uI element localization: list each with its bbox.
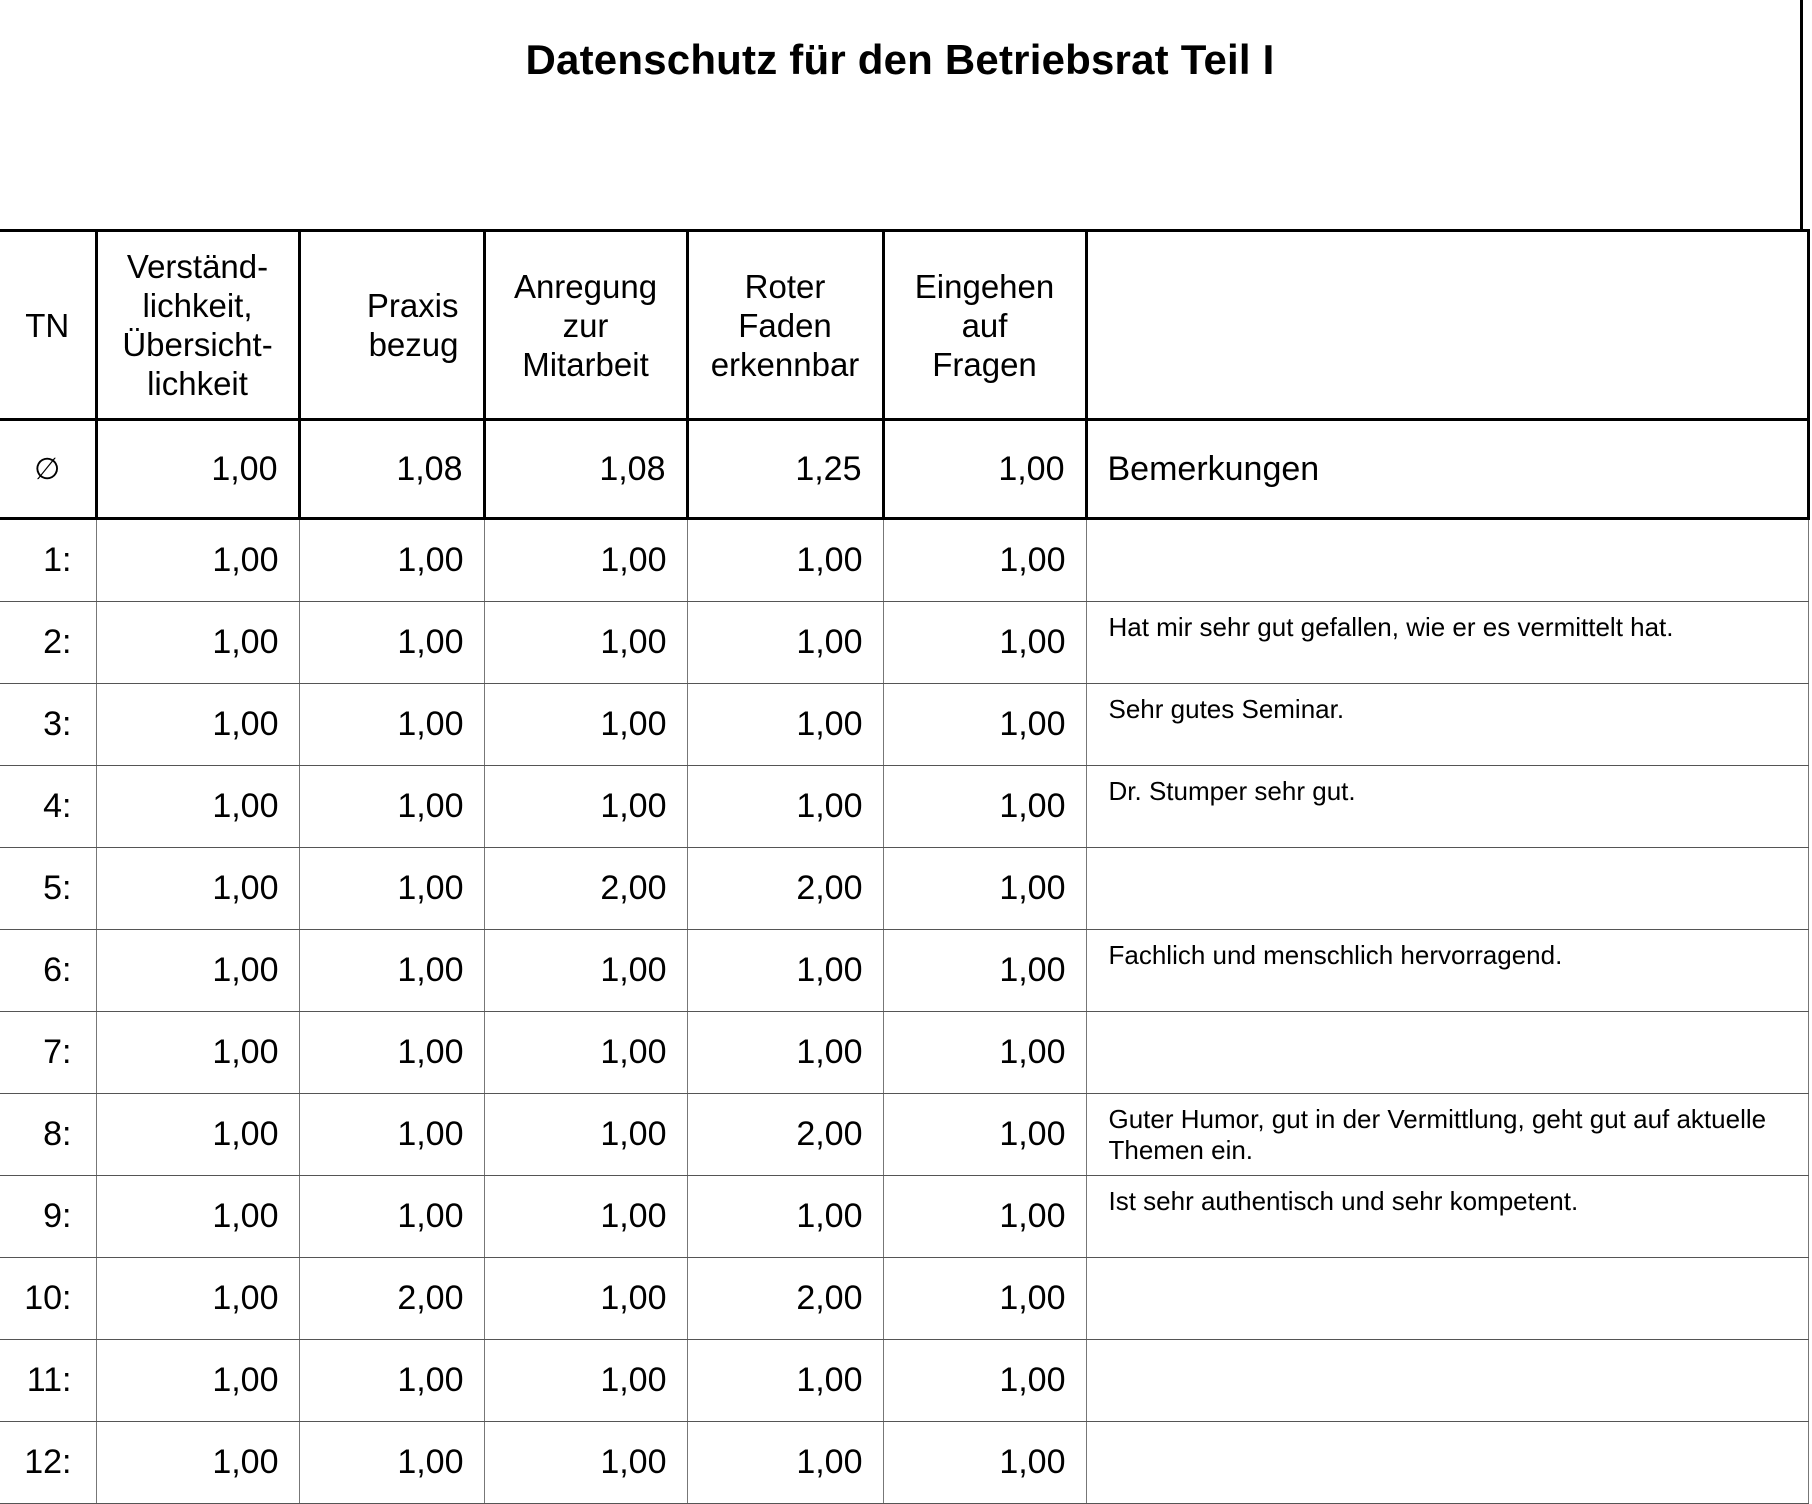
header-roter-faden: Roter Faden erkennbar: [687, 231, 883, 420]
remark-cell: Dr. Stumper sehr gut.: [1086, 766, 1808, 848]
table-row: [0, 1258, 1808, 1340]
average-value: 1,08: [299, 420, 484, 519]
rating-cell: 1,00: [883, 930, 1086, 1012]
remark-cell: [1086, 1258, 1808, 1340]
remark-cell: [1086, 1012, 1808, 1094]
rating-cell: 1,00: [883, 1012, 1086, 1094]
remarks-label: Bemerkungen: [1086, 420, 1808, 519]
rating-cell: 1,00: [299, 1094, 484, 1176]
rating-cell: 1,00: [299, 519, 484, 602]
table-row: [0, 684, 1808, 766]
remark-cell: [1086, 848, 1808, 930]
rating-cell: 1,00: [687, 1422, 883, 1504]
remark-cell: Sehr gutes Seminar.: [1086, 684, 1808, 766]
rating-cell: 1,00: [299, 1422, 484, 1504]
rating-cell: 1,00: [299, 848, 484, 930]
table-row: [0, 1094, 1808, 1176]
remark-cell: Hat mir sehr gut gefallen, wie er es vermittelt hat.: [1086, 602, 1808, 684]
evaluation-table: [0, 229, 1810, 1504]
rating-cell: 1,00: [96, 1422, 299, 1504]
rating-cell: 1,00: [96, 684, 299, 766]
rating-cell: 1,00: [883, 519, 1086, 602]
remark-cell: [1086, 519, 1808, 602]
rating-cell: 1,00: [484, 1422, 687, 1504]
average-value: 1,00: [96, 420, 299, 519]
remark-cell: Guter Humor, gut in der Vermittlung, geht gut auf aktuelle Themen ein.: [1086, 1094, 1808, 1176]
remark-cell: Ist sehr authentisch und sehr kompetent.: [1086, 1176, 1808, 1258]
rating-cell: 2,00: [687, 848, 883, 930]
rating-cell: 1,00: [96, 519, 299, 602]
header-eingehen: Eingehen auf Fragen: [883, 231, 1086, 420]
rating-cell: 1,00: [96, 1012, 299, 1094]
rating-cell: 1,00: [484, 519, 687, 602]
participant-number: 4:: [0, 766, 96, 848]
rating-cell: 1,00: [96, 1340, 299, 1422]
document-title: Datenschutz für den Betriebsrat Teil I: [525, 36, 1275, 83]
rating-cell: 1,00: [484, 766, 687, 848]
header-tn: TN: [0, 231, 96, 420]
rating-cell: 1,00: [687, 930, 883, 1012]
table-row: [0, 519, 1808, 602]
rating-cell: 1,00: [883, 766, 1086, 848]
table-row: [0, 1176, 1808, 1258]
participant-number: 12:: [0, 1422, 96, 1504]
rating-cell: 1,00: [883, 1176, 1086, 1258]
remark-cell: [1086, 1422, 1808, 1504]
rating-cell: 1,00: [484, 1094, 687, 1176]
rating-cell: 2,00: [299, 1258, 484, 1340]
rating-cell: 1,00: [96, 930, 299, 1012]
rating-cell: 1,00: [484, 602, 687, 684]
rating-cell: 1,00: [299, 1340, 484, 1422]
participant-number: 7:: [0, 1012, 96, 1094]
table-row: [0, 602, 1808, 684]
rating-cell: 1,00: [484, 684, 687, 766]
rating-cell: 1,00: [883, 1258, 1086, 1340]
rating-cell: 1,00: [96, 766, 299, 848]
page-border: [1800, 0, 1803, 232]
rating-cell: 1,00: [687, 1176, 883, 1258]
participant-number: 10:: [0, 1258, 96, 1340]
rating-cell: 1,00: [883, 1340, 1086, 1422]
header-praxisbezug: Praxis bezug: [299, 231, 484, 420]
rating-cell: 1,00: [299, 684, 484, 766]
rating-cell: 1,00: [687, 1012, 883, 1094]
rating-cell: 1,00: [883, 1422, 1086, 1504]
average-value: 1,25: [687, 420, 883, 519]
remark-cell: [1086, 1340, 1808, 1422]
rating-cell: 1,00: [299, 930, 484, 1012]
participant-number: 6:: [0, 930, 96, 1012]
rating-cell: 1,00: [687, 1340, 883, 1422]
rating-cell: 1,00: [96, 1176, 299, 1258]
table-row: [0, 766, 1808, 848]
rating-cell: 1,00: [883, 848, 1086, 930]
participant-number: 2:: [0, 602, 96, 684]
table-row: [0, 1012, 1808, 1094]
rating-cell: 1,00: [96, 602, 299, 684]
rating-cell: 1,00: [484, 1340, 687, 1422]
table-row: [0, 1422, 1808, 1504]
average-value: 1,00: [883, 420, 1086, 519]
remark-cell: Fachlich und menschlich hervorragend.: [1086, 930, 1808, 1012]
rating-cell: 2,00: [687, 1258, 883, 1340]
participant-number: 3:: [0, 684, 96, 766]
header-anregung: Anregung zur Mitarbeit: [484, 231, 687, 420]
participant-number: 8:: [0, 1094, 96, 1176]
participant-number: 1:: [0, 519, 96, 602]
table-row: [0, 848, 1808, 930]
rating-cell: 2,00: [484, 848, 687, 930]
rating-cell: 1,00: [883, 602, 1086, 684]
rating-cell: 1,00: [687, 684, 883, 766]
rating-cell: 1,00: [883, 1094, 1086, 1176]
table-row: [0, 930, 1808, 1012]
rating-cell: 1,00: [687, 602, 883, 684]
participant-number: 9:: [0, 1176, 96, 1258]
header-verstaendlichkeit: Verständ- lichkeit, Übersicht- lichkeit: [96, 231, 299, 420]
rating-cell: 1,00: [883, 684, 1086, 766]
rating-cell: 1,00: [484, 1258, 687, 1340]
rating-cell: 1,00: [299, 766, 484, 848]
rating-cell: 1,00: [687, 519, 883, 602]
rating-cell: 1,00: [96, 1094, 299, 1176]
header-remarks-empty: [1086, 231, 1808, 420]
participant-number: 11:: [0, 1340, 96, 1422]
rating-cell: 1,00: [299, 1176, 484, 1258]
average-symbol: ∅: [0, 420, 96, 519]
rating-cell: 1,00: [299, 602, 484, 684]
rating-cell: 1,00: [96, 1258, 299, 1340]
participant-number: 5:: [0, 848, 96, 930]
rating-cell: 2,00: [687, 1094, 883, 1176]
rating-cell: 1,00: [96, 848, 299, 930]
rating-cell: 1,00: [484, 1012, 687, 1094]
table-row: [0, 1340, 1808, 1422]
header-row: [0, 231, 1808, 420]
rating-cell: 1,00: [299, 1012, 484, 1094]
average-row: [0, 420, 1808, 519]
rating-cell: 1,00: [484, 930, 687, 1012]
average-value: 1,08: [484, 420, 687, 519]
rating-cell: 1,00: [484, 1176, 687, 1258]
rating-cell: 1,00: [687, 766, 883, 848]
